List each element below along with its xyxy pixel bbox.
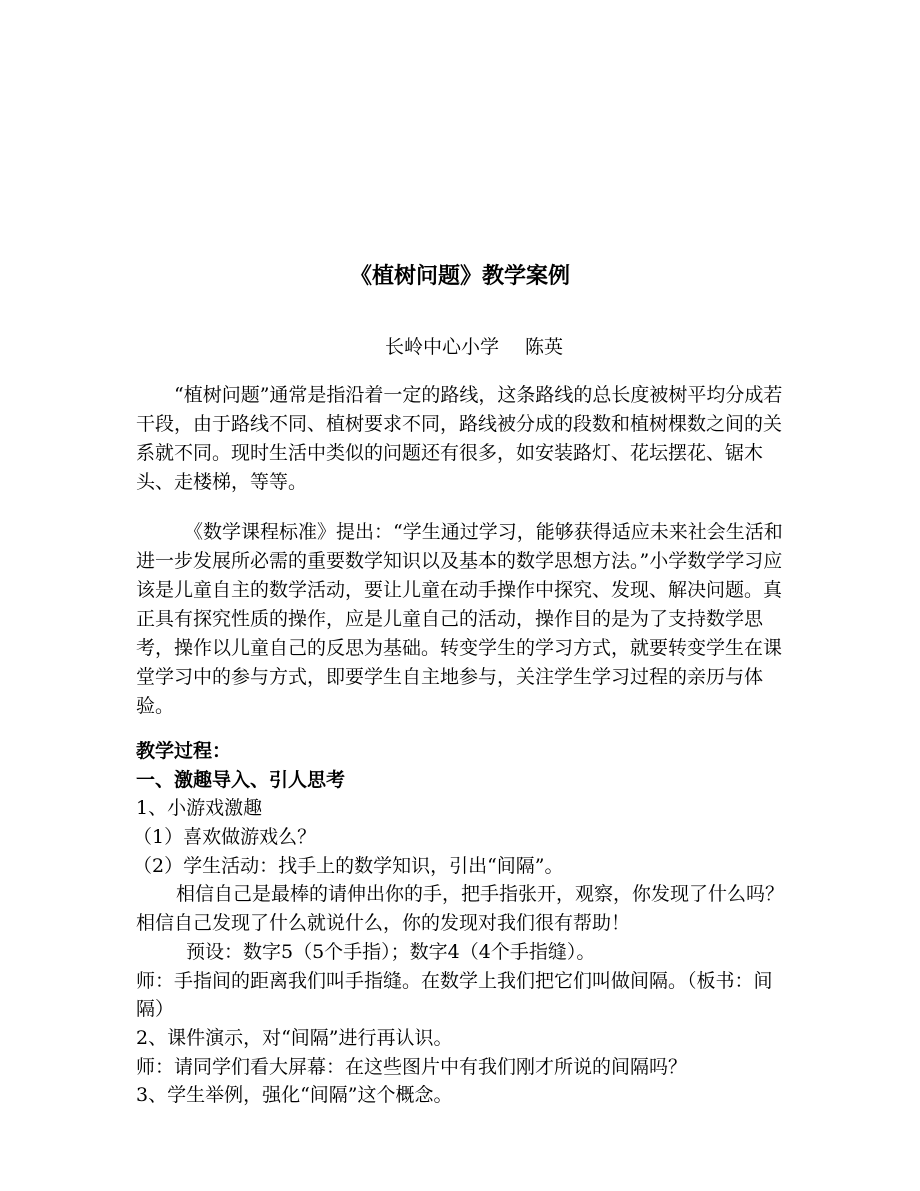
sub-item-1: （1）喜欢做游戏么？ [133,826,317,849]
teacher-line-1: 师：手指间的距离我们叫手指缝。在数学上我们把它们叫做间隔。（板书：间隔） [136,969,773,1021]
author-school: 长岭中心小学 [384,336,499,358]
teacher-line-2: 师：请同学们看大屏幕：在这些图片中有我们刚才所说的间隔吗？ [136,1055,688,1078]
intro-paragraph: “植树问题”通常是指沿着一定的路线，这条路线的总长度被树平均分成若干段，由于路线不同、植树要求不同，路线被分成的段数和植树棵数之间的关系就不同。现时生活中类似的问题还有很多，如安装路灯、花坛摆花、锯木头、走楼梯，等等。 [136,384,783,493]
teaching-process [133,737,796,1110]
item-3: 3、学生举例，强化“间隔”这个概念。 [136,1084,453,1107]
standards-paragraph: 《数学课程标准》提出：“学生通过学习，能够获得适应未来社会生活和进一步发展所必需的重要数学知识以及基本的数学思想方法。”小学数学学习应该是儿童自主的数学活动，要让儿童在动手操作中探究、发现、解决问题。真正具有探究性质的操作，应是儿童自己的活动，操作目的是为了支持数学思考，操作以儿童自己的反思为基础。转变学生的学习方式，就要转变学生在课堂学习中的参与方式，即要学生自主地参与，关注学生学习过程的亲历与体验。 [136,521,783,717]
author-line [0,334,920,360]
section-heading-1: 一、激趣导入、引人思考 [136,768,346,791]
document-title: 《植树问题》教学案例 [349,264,570,289]
item-2: 2、课件演示，对“间隔”进行再认识。 [136,1026,453,1049]
preset-text: 预设：数字5（5个手指）；数字4（4个手指缝）。 [186,940,596,963]
sub-item-2: （2）学生活动：找手上的数学知识，引出“间隔”。 [133,854,564,877]
encourage-text: 相信自己是最棒的请伸出你的手，把手指张开，观察，你发现了什么吗？相信自己发现了什么就说什么，你的发现对我们很有帮助！ [136,883,785,935]
author-name: 陈英 [525,336,564,358]
item-1: 1、小游戏激趣 [136,797,263,820]
process-heading: 教学过程： [136,740,232,762]
